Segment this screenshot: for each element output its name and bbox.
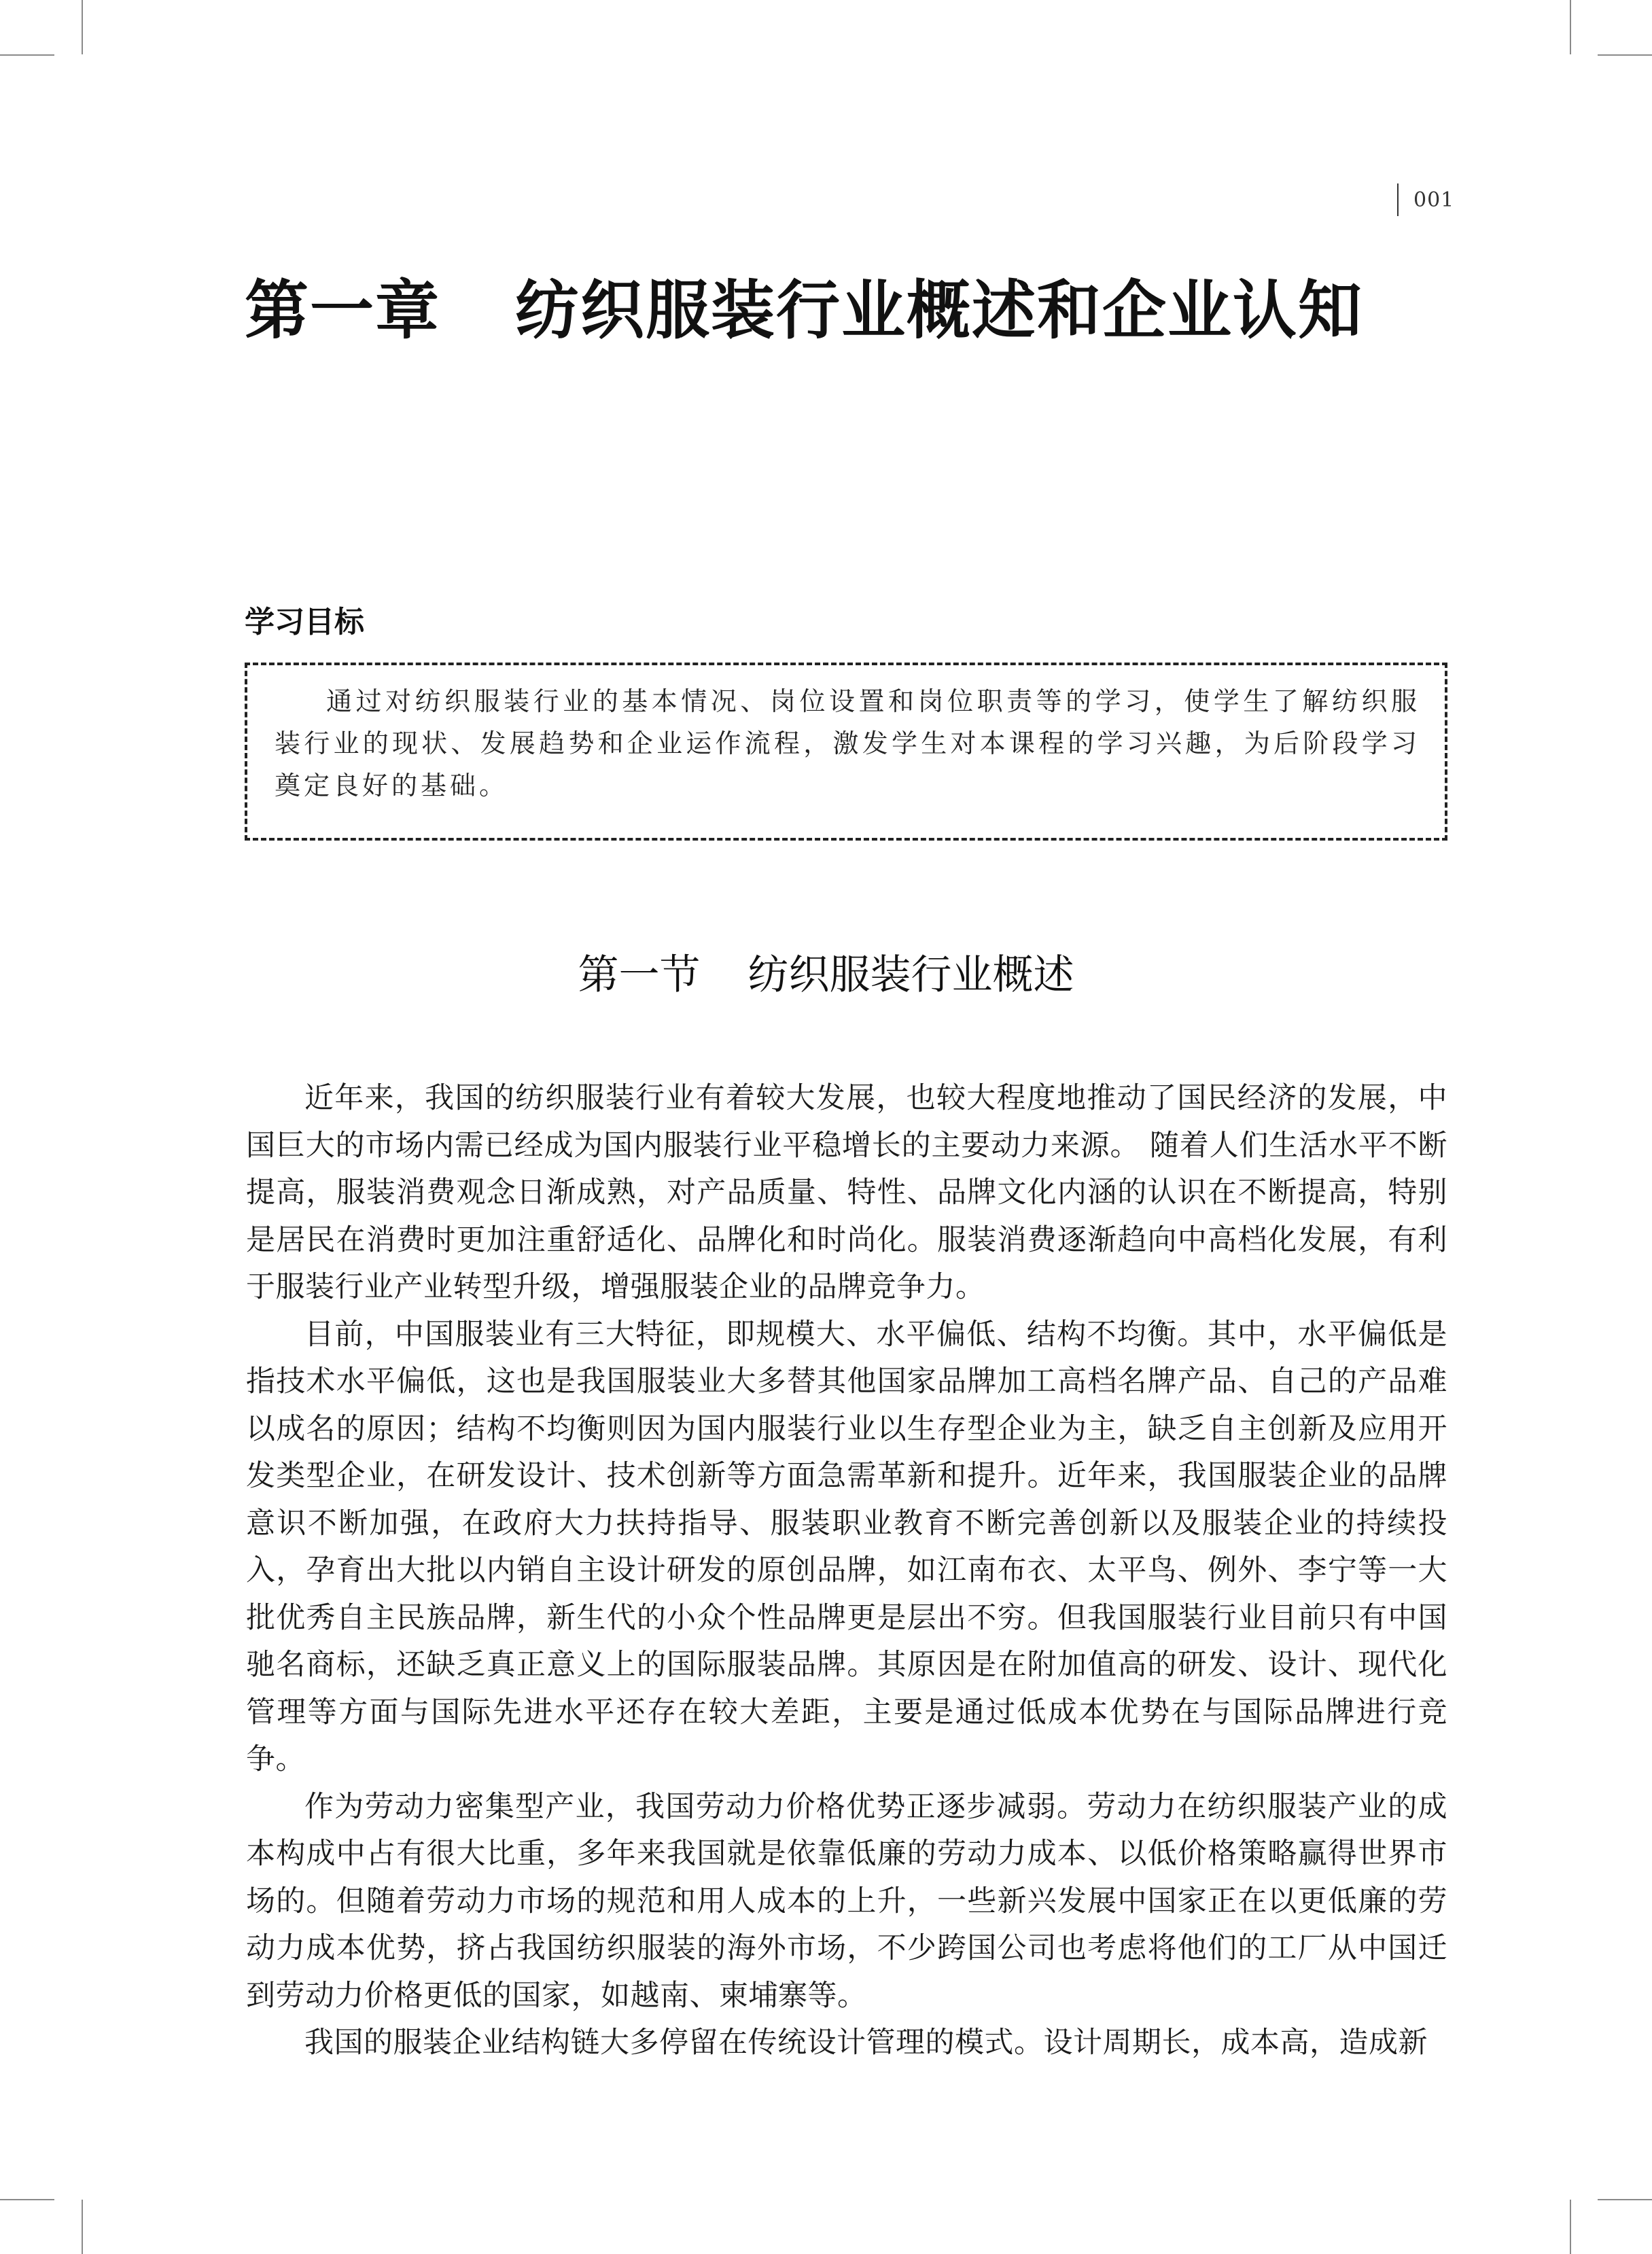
page-number-text: 001	[1413, 188, 1455, 212]
crop-mark-bottom-right-v	[1570, 2200, 1571, 2254]
body-text	[246, 1075, 1447, 2067]
learning-objectives-box	[245, 663, 1447, 841]
paragraph: 我国的服装企业结构链大多停留在传统设计管理的模式。设计周期长，成本高，造成新	[304, 2026, 1428, 2060]
paragraph: 近年来，我国的纺织服装行业有着较大发展，也较大程度地推动了国民经济的发展，中国巨大的市场内需已经成为国内服装行业平稳增长的主要动力来源。 随着人们生活水平不断提高，服装消费观念日渐成熟，对产品质量、特性、品牌文化内涵的认识在不断提高，特别是居民在消费时更加注重舒适化、品牌化和时尚化。服装消费逐渐趋向中高档化发展，有利于服装行业产业转型升级，增强服装企业的品牌竞争力。	[246, 1081, 1447, 1304]
crop-mark-top-right-h	[1598, 54, 1652, 56]
crop-mark-bottom-right-h	[1598, 2199, 1652, 2200]
chapter-title	[245, 270, 1441, 352]
section-title-text: 纺织服装行业概述	[748, 951, 1074, 999]
crop-mark-bottom-left-v	[82, 2200, 83, 2254]
chapter-title-text: 纺织服装行业概述和企业认知	[515, 274, 1364, 348]
chapter-number: 第一章	[245, 274, 441, 348]
learning-objectives-text: 通过对纺织服装行业的基本情况、岗位设置和岗位职责等的学习，使学生了解纺织服装行业的现状、发展趋势和企业运作流程，激发学生对本课程的学习兴趣，为后阶段学习奠定良好的基础。	[275, 686, 1420, 800]
section-title	[0, 948, 1652, 1002]
page-number	[1397, 182, 1454, 217]
learning-objectives-label: 学习目标	[245, 605, 364, 639]
page-number-divider	[1397, 183, 1399, 216]
crop-mark-top-left-h	[0, 54, 54, 56]
crop-mark-top-right-v	[1570, 0, 1571, 54]
crop-mark-top-left-v	[82, 0, 83, 54]
section-number: 第一节	[578, 951, 701, 999]
paragraph: 目前，中国服装业有三大特征，即规模大、水平偏低、结构不均衡。其中，水平偏低是指技术水平偏低，这也是我国服装业大多替其他国家品牌加工高档名牌产品、自己的产品难以成名的原因；结构不均衡则因为国内服装行业以生存型企业为主，缺乏自主创新及应用开发类型企业，在研发设计、技术创新等方面急需革新和提升。近年来，我国服装企业的品牌意识不断加强，在政府大力扶持指导、服装职业教育不断完善创新以及服装企业的持续投入，孕育出大批以内销自主设计研发的原创品牌，如江南布衣、太平鸟、例外、李宁等一大批优秀自主民族品牌，新生代的小众个性品牌更是层出不穷。但我国服装行业目前只有中国驰名商标，还缺乏真正意义上的国际服装品牌。其原因是在附加值高的研发、设计、现代化管理等方面与国际先进水平还存在较大差距，主要是通过低成本优势在与国际品牌进行竞争。	[246, 1317, 1447, 1776]
crop-mark-bottom-left-h	[0, 2199, 54, 2200]
paragraph: 作为劳动力密集型产业，我国劳动力价格优势正逐步减弱。劳动力在纺织服装产业的成本构成中占有很大比重，多年来我国就是依靠低廉的劳动力成本、以低价格策略赢得世界市场的。但随着劳动力市场的规范和用人成本的上升，一些新兴发展中国家正在以更低廉的劳动力成本优势，挤占我国纺织服装的海外市场，不少跨国公司也考虑将他们的工厂从中国迁到劳动力价格更低的国家，如越南、柬埔寨等。	[246, 1789, 1447, 2013]
